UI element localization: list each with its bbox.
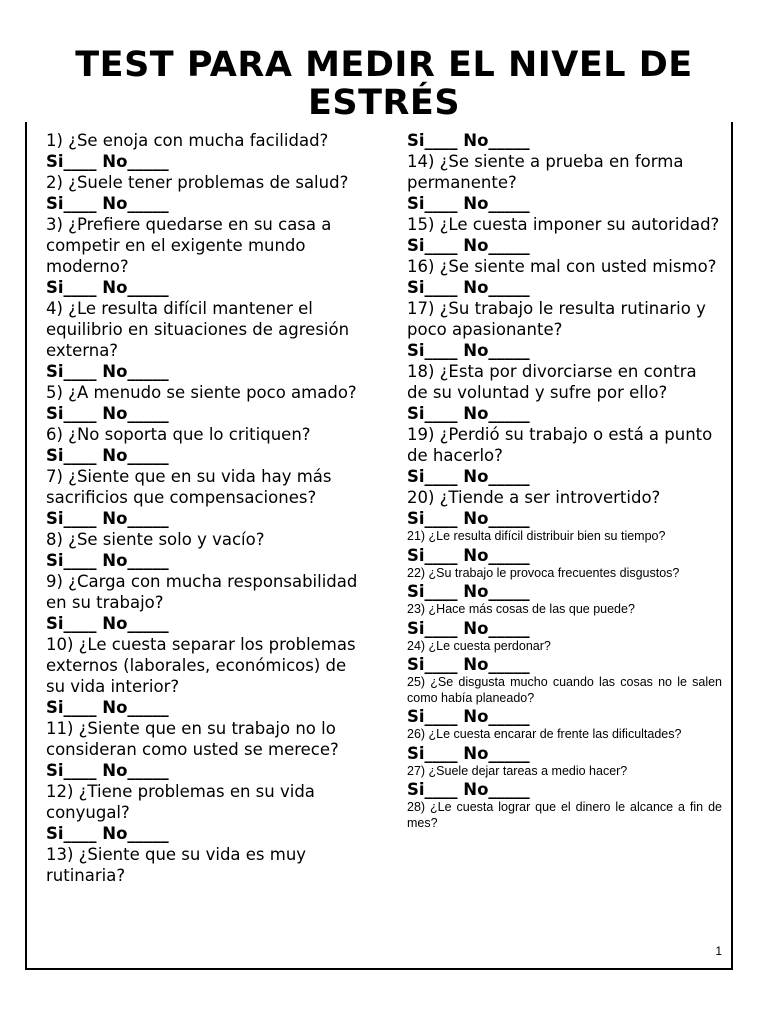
question-text: 13) ¿Siente que su vida es muy rutinaria? [46, 845, 307, 885]
question-17 [407, 298, 722, 361]
question-text: 21) ¿Le resulta difícil distribuir bien su tiempo? [407, 529, 666, 543]
right-column [407, 130, 722, 831]
question-15 [407, 214, 722, 256]
answer-si-no[interactable]: Si____ No_____ [407, 582, 530, 601]
answer-si-no[interactable]: Si____ No_____ [407, 236, 530, 255]
question-2 [46, 172, 364, 214]
answer-si-no[interactable]: Si____ No_____ [407, 341, 530, 360]
question-28 [407, 800, 722, 831]
question-text: 22) ¿Su trabajo le provoca frecuentes disgustos? [407, 565, 680, 580]
question-9 [46, 571, 364, 634]
question-text: 5) ¿A menudo se siente poco amado? [46, 383, 357, 402]
answer-si-no[interactable]: Si____ No_____ [46, 404, 169, 423]
question-24 [407, 639, 722, 676]
question-text: 16) ¿Se siente mal con usted mismo? [407, 257, 717, 276]
question-text: 11) ¿Siente que en su trabajo no lo consideran como usted se merece? [46, 719, 339, 759]
answer-si-no[interactable]: Si____ No_____ [407, 655, 530, 674]
question-8 [46, 529, 364, 571]
question-text: 12) ¿Tiene problemas en su vida conyugal? [46, 782, 315, 822]
question-text: 17) ¿Su trabajo le resulta rutinario y poco apasionante? [407, 299, 706, 339]
question-text: 19) ¿Perdió su trabajo o está a punto de hacerlo? [407, 425, 713, 465]
question-19 [407, 424, 722, 487]
question-13 [46, 844, 364, 886]
answer-si-no[interactable]: Si____ No_____ [46, 551, 169, 570]
question-7 [46, 466, 364, 529]
answer-si-no-q13[interactable]: Si____ No_____ [407, 131, 530, 150]
question-text: 28) ¿Le cuesta lograr que el dinero le alcance a fin de mes? [407, 800, 722, 830]
answer-si-no[interactable]: Si____ No_____ [46, 698, 169, 717]
question-12 [46, 781, 364, 844]
question-21 [407, 529, 722, 566]
question-text: 8) ¿Se siente solo y vacío? [46, 530, 265, 549]
answer-si-no[interactable]: Si____ No_____ [46, 362, 169, 381]
question-26 [407, 727, 722, 764]
answer-si-no[interactable]: Si____ No_____ [407, 618, 530, 638]
page-title: TEST PARA MEDIR EL NIVEL DE ESTRÉS [0, 46, 768, 122]
question-27 [407, 764, 722, 801]
question-25 [407, 675, 722, 727]
question-text: 26) ¿Le cuesta encarar de frente las dificultades? [407, 727, 682, 741]
question-23 [407, 602, 722, 639]
question-text: 7) ¿Siente que en su vida hay más sacrificios que compensaciones? [46, 467, 332, 507]
question-text: 24) ¿Le cuesta perdonar? [407, 638, 551, 653]
question-text: 3) ¿Prefiere quedarse en su casa a competir en el exigente mundo moderno? [46, 215, 332, 276]
answer-si-no[interactable]: Si____ No_____ [407, 509, 530, 528]
question-text: 10) ¿Le cuesta separar los problemas externos (laborales, económicos) de su vida interior? [46, 635, 367, 696]
question-text: 6) ¿No soporta que lo critiquen? [46, 425, 311, 444]
question-6 [46, 424, 364, 466]
question-11 [46, 718, 364, 781]
question-22 [407, 566, 722, 603]
question-3 [46, 214, 364, 298]
answer-si-no[interactable]: Si____ No_____ [407, 743, 530, 763]
answer-si-no[interactable]: Si____ No_____ [407, 780, 530, 799]
question-1 [46, 130, 364, 172]
answer-si-no[interactable]: Si____ No_____ [407, 278, 530, 297]
question-text: 20) ¿Tiende a ser introvertido? [407, 488, 661, 507]
answer-si-no[interactable]: Si____ No_____ [407, 707, 530, 726]
answer-si-no[interactable]: Si____ No_____ [407, 404, 530, 423]
answer-si-no[interactable]: Si____ No_____ [46, 278, 169, 297]
question-5 [46, 382, 364, 424]
question-text: 23) ¿Hace más cosas de las que puede? [407, 602, 635, 616]
question-text: 25) ¿Se disgusta mucho cuando las cosas no le salen como había planeado? [407, 675, 722, 705]
question-text: 27) ¿Suele dejar tareas a medio hacer? [407, 763, 628, 778]
question-text: 4) ¿Le resulta difícil mantener el equilibrio en situaciones de agresión externa? [46, 299, 350, 360]
answer-si-no[interactable]: Si____ No_____ [407, 467, 530, 486]
left-column [46, 130, 367, 886]
question-text: 1) ¿Se enoja con mucha facilidad? [46, 131, 329, 150]
answer-si-no[interactable]: Si____ No_____ [46, 509, 169, 528]
answer-si-no[interactable]: Si____ No_____ [46, 761, 169, 780]
answer-si-no[interactable]: Si____ No_____ [46, 194, 169, 213]
question-text: 9) ¿Carga con mucha responsabilidad en su trabajo? [46, 572, 358, 612]
answer-si-no[interactable]: Si____ No_____ [46, 824, 169, 843]
answer-si-no[interactable]: Si____ No_____ [46, 152, 169, 171]
question-16 [407, 256, 722, 298]
page-number: 1 [715, 944, 722, 958]
question-18 [407, 361, 722, 424]
question-text: 15) ¿Le cuesta imponer su autoridad? [407, 215, 720, 234]
answer-si-no[interactable]: Si____ No_____ [46, 446, 169, 465]
answer-si-no[interactable]: Si____ No_____ [407, 194, 530, 213]
answer-si-no[interactable]: Si____ No_____ [46, 614, 169, 633]
question-14 [407, 151, 722, 214]
question-text: 18) ¿Esta por divorciarse en contra de su voluntad y sufre por ello? [407, 362, 697, 402]
question-10 [46, 634, 367, 718]
question-4 [46, 298, 364, 382]
answer-si-no[interactable]: Si____ No_____ [407, 545, 530, 565]
question-text: 14) ¿Se siente a prueba en forma permanente? [407, 152, 684, 192]
question-text: 2) ¿Suele tener problemas de salud? [46, 173, 349, 192]
question-20 [407, 487, 722, 529]
